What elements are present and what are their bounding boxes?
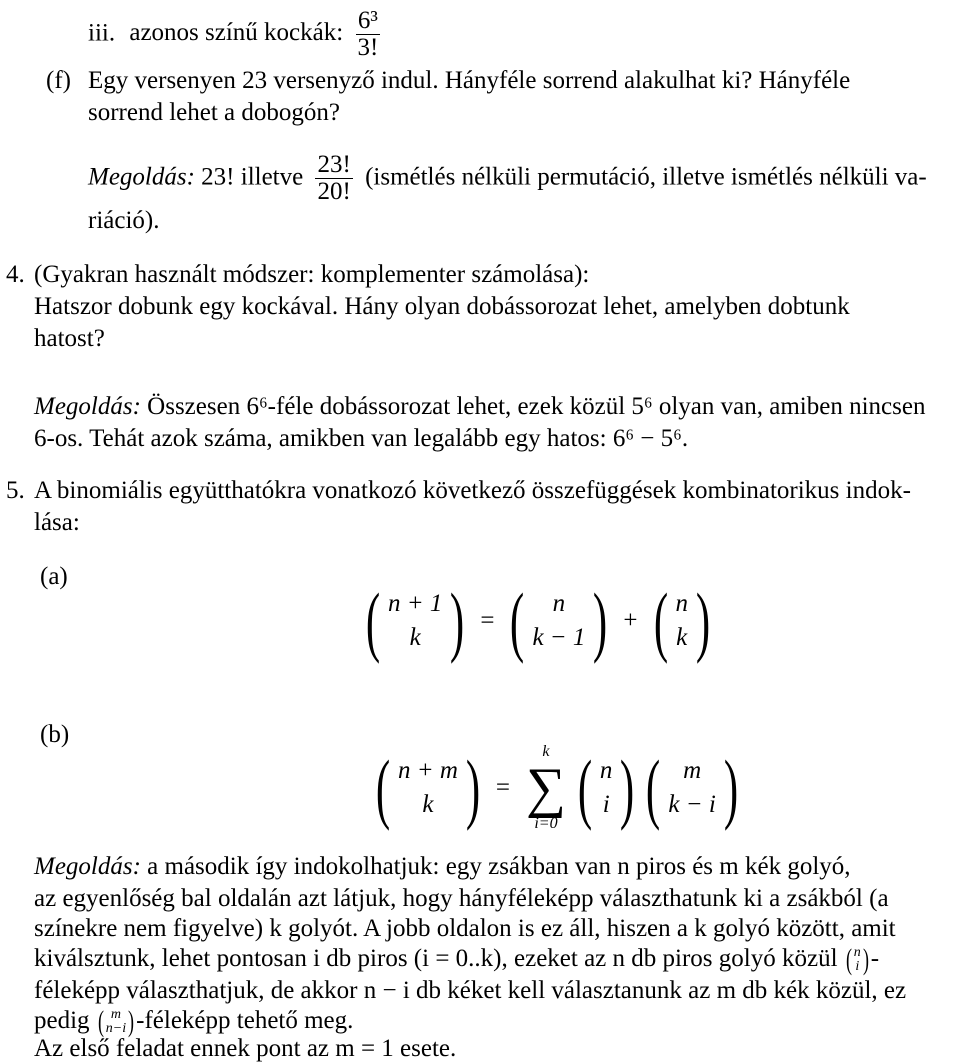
solution-text: (ismétlés nélküli permutáció, illetve ismétlés nélküli va- — [365, 163, 927, 191]
item-5-solution-line3: színekre nem figyelve) k golyót. A jobb oldalon is ez áll, hiszen a k golyó között, amit — [34, 915, 896, 942]
binomial-bottom: i — [855, 959, 860, 975]
binomial-bottom: k − 1 — [532, 624, 586, 651]
binomial — [648, 577, 716, 664]
binomial-top: m — [110, 1006, 122, 1022]
binomial-bottom: k — [422, 791, 434, 818]
item-5-solution-line2: az egyenlőség bal oldalán azt látjuk, hogy hányféleképp választhatunk ki a zsákból (a — [34, 885, 889, 912]
equation-b — [370, 744, 744, 832]
solution-text: pedig — [34, 1007, 90, 1034]
left-paren: ( — [646, 744, 661, 831]
fraction-numerator: 23! — [317, 151, 351, 178]
equals-sign: = — [495, 774, 511, 801]
fraction — [355, 8, 380, 62]
binomial-top: n + m — [397, 757, 458, 785]
item-f-solution-line2: riáció). — [88, 207, 160, 234]
solution-label: Megoldás: — [34, 393, 141, 420]
plus-sign: + — [623, 607, 638, 634]
subitem-a-label: (a) — [40, 563, 68, 590]
item-text: azonos színű kockák: — [129, 19, 344, 47]
item-5-label: 5. — [6, 477, 25, 504]
solution-text: - — [870, 945, 880, 972]
solution-label: Megoldás: — [34, 853, 141, 880]
solution-text: -féleképp tehető meg. — [136, 1007, 354, 1034]
binomial-top: n — [599, 757, 613, 785]
item-f-line1: Egy versenyen 23 versenyző indul. Hányféle sorrend alakulhat ki? Hányféle — [88, 67, 851, 94]
item-4-line1: (Gyakran használt módszer: komplementer számolása): — [34, 261, 590, 288]
right-paren: ) — [450, 577, 465, 664]
right-paren: ) — [593, 577, 608, 664]
binomial — [360, 577, 470, 664]
item-f-line2: sorrend lehet a dobogón? — [88, 99, 341, 126]
left-paren: ( — [510, 577, 525, 664]
right-paren: ) — [128, 1005, 135, 1039]
solution-text: kiválsztunk, lehet pontosan i db piros (i = 0..k), ezeket az n db piros golyó közül — [34, 945, 838, 972]
solution-text: a második így indokolhatjuk: egy zsákban van n piros és m kék golyó, — [147, 853, 851, 880]
right-paren: ) — [695, 577, 711, 664]
binomial-bottom: k − i — [668, 791, 716, 818]
left-paren: ( — [653, 577, 668, 664]
item-4-label: 4. — [6, 261, 25, 288]
right-paren: ) — [620, 744, 635, 831]
item-4-solution — [34, 392, 925, 422]
summation-upper-limit: k — [542, 743, 550, 760]
summation-lower-limit: i=0 — [534, 815, 558, 832]
binomial — [504, 577, 613, 664]
binomial — [370, 744, 486, 831]
fraction-denominator: 20! — [317, 178, 351, 206]
fraction-denominator: 3! — [357, 34, 379, 62]
item-f-label: (f) — [46, 67, 71, 94]
item-4-solution-line2: 6-os. Tehát azok száma, amikben van legalább egy hatos: 6⁶ − 5⁶. — [34, 425, 689, 452]
binomial-bottom: k — [409, 624, 421, 651]
left-paren: ( — [577, 744, 593, 831]
equals-sign: = — [480, 607, 495, 634]
item-iii — [88, 8, 386, 62]
item-4-line3: hatost? — [34, 325, 105, 352]
binomial — [572, 744, 640, 831]
solution-text: Összesen 6⁶-féle dobássorozat lehet, ezek közül 5⁶ olyan van, amiben nincsen — [147, 393, 926, 420]
right-paren: ) — [723, 744, 738, 831]
binomial-bottom: i — [602, 791, 610, 818]
item-5-solution-line5: féleképp választhatjuk, de akkor n − i db kéket kell választanunk az m db kék közül, ez — [34, 977, 907, 1004]
binomial-top: m — [683, 757, 702, 785]
equation-a — [360, 577, 716, 664]
binomial — [640, 744, 743, 831]
binomial-top: n — [675, 590, 688, 618]
right-paren: ) — [465, 744, 481, 831]
item-f-solution — [88, 152, 927, 206]
item-label: iii. — [88, 19, 116, 47]
solution-text: 23! illetve — [201, 163, 304, 191]
item-5-solution-line4 — [34, 944, 879, 975]
item-5-solution — [34, 852, 851, 882]
summation — [520, 744, 572, 832]
left-paren: ( — [375, 744, 391, 831]
left-paren: ( — [845, 943, 852, 977]
item-5-line1: A binomiális együtthatókra vonatkozó következő összefüggések kombinatorikus indok- — [34, 477, 911, 504]
inline-binomial — [844, 945, 871, 975]
binomial-top: n — [853, 944, 861, 960]
binomial-bottom: k — [676, 624, 688, 651]
fraction-numerator: 6³ — [357, 7, 378, 34]
inline-binomial — [96, 1007, 136, 1037]
item-4-line2: Hatszor dobunk egy kockával. Hány olyan dobássorozat lehet, amelyben dobtunk — [34, 293, 850, 320]
solution-label: Megoldás: — [88, 163, 195, 191]
item-5-final-line: Az első feladat ennek pont az m = 1 esete. — [34, 1035, 457, 1062]
right-paren: ) — [862, 943, 869, 977]
fraction — [315, 152, 352, 206]
left-paren: ( — [365, 577, 381, 664]
left-paren: ( — [97, 1005, 104, 1039]
binomial-bottom: n−i — [105, 1021, 127, 1037]
binomial-top: n — [552, 590, 566, 618]
binomial-top: n + 1 — [387, 590, 443, 618]
subitem-b-label: (b) — [40, 721, 70, 748]
item-5-solution-line6 — [34, 1006, 353, 1037]
item-5-line2: lása: — [34, 509, 80, 536]
summation-sign: ∑ — [526, 757, 566, 819]
